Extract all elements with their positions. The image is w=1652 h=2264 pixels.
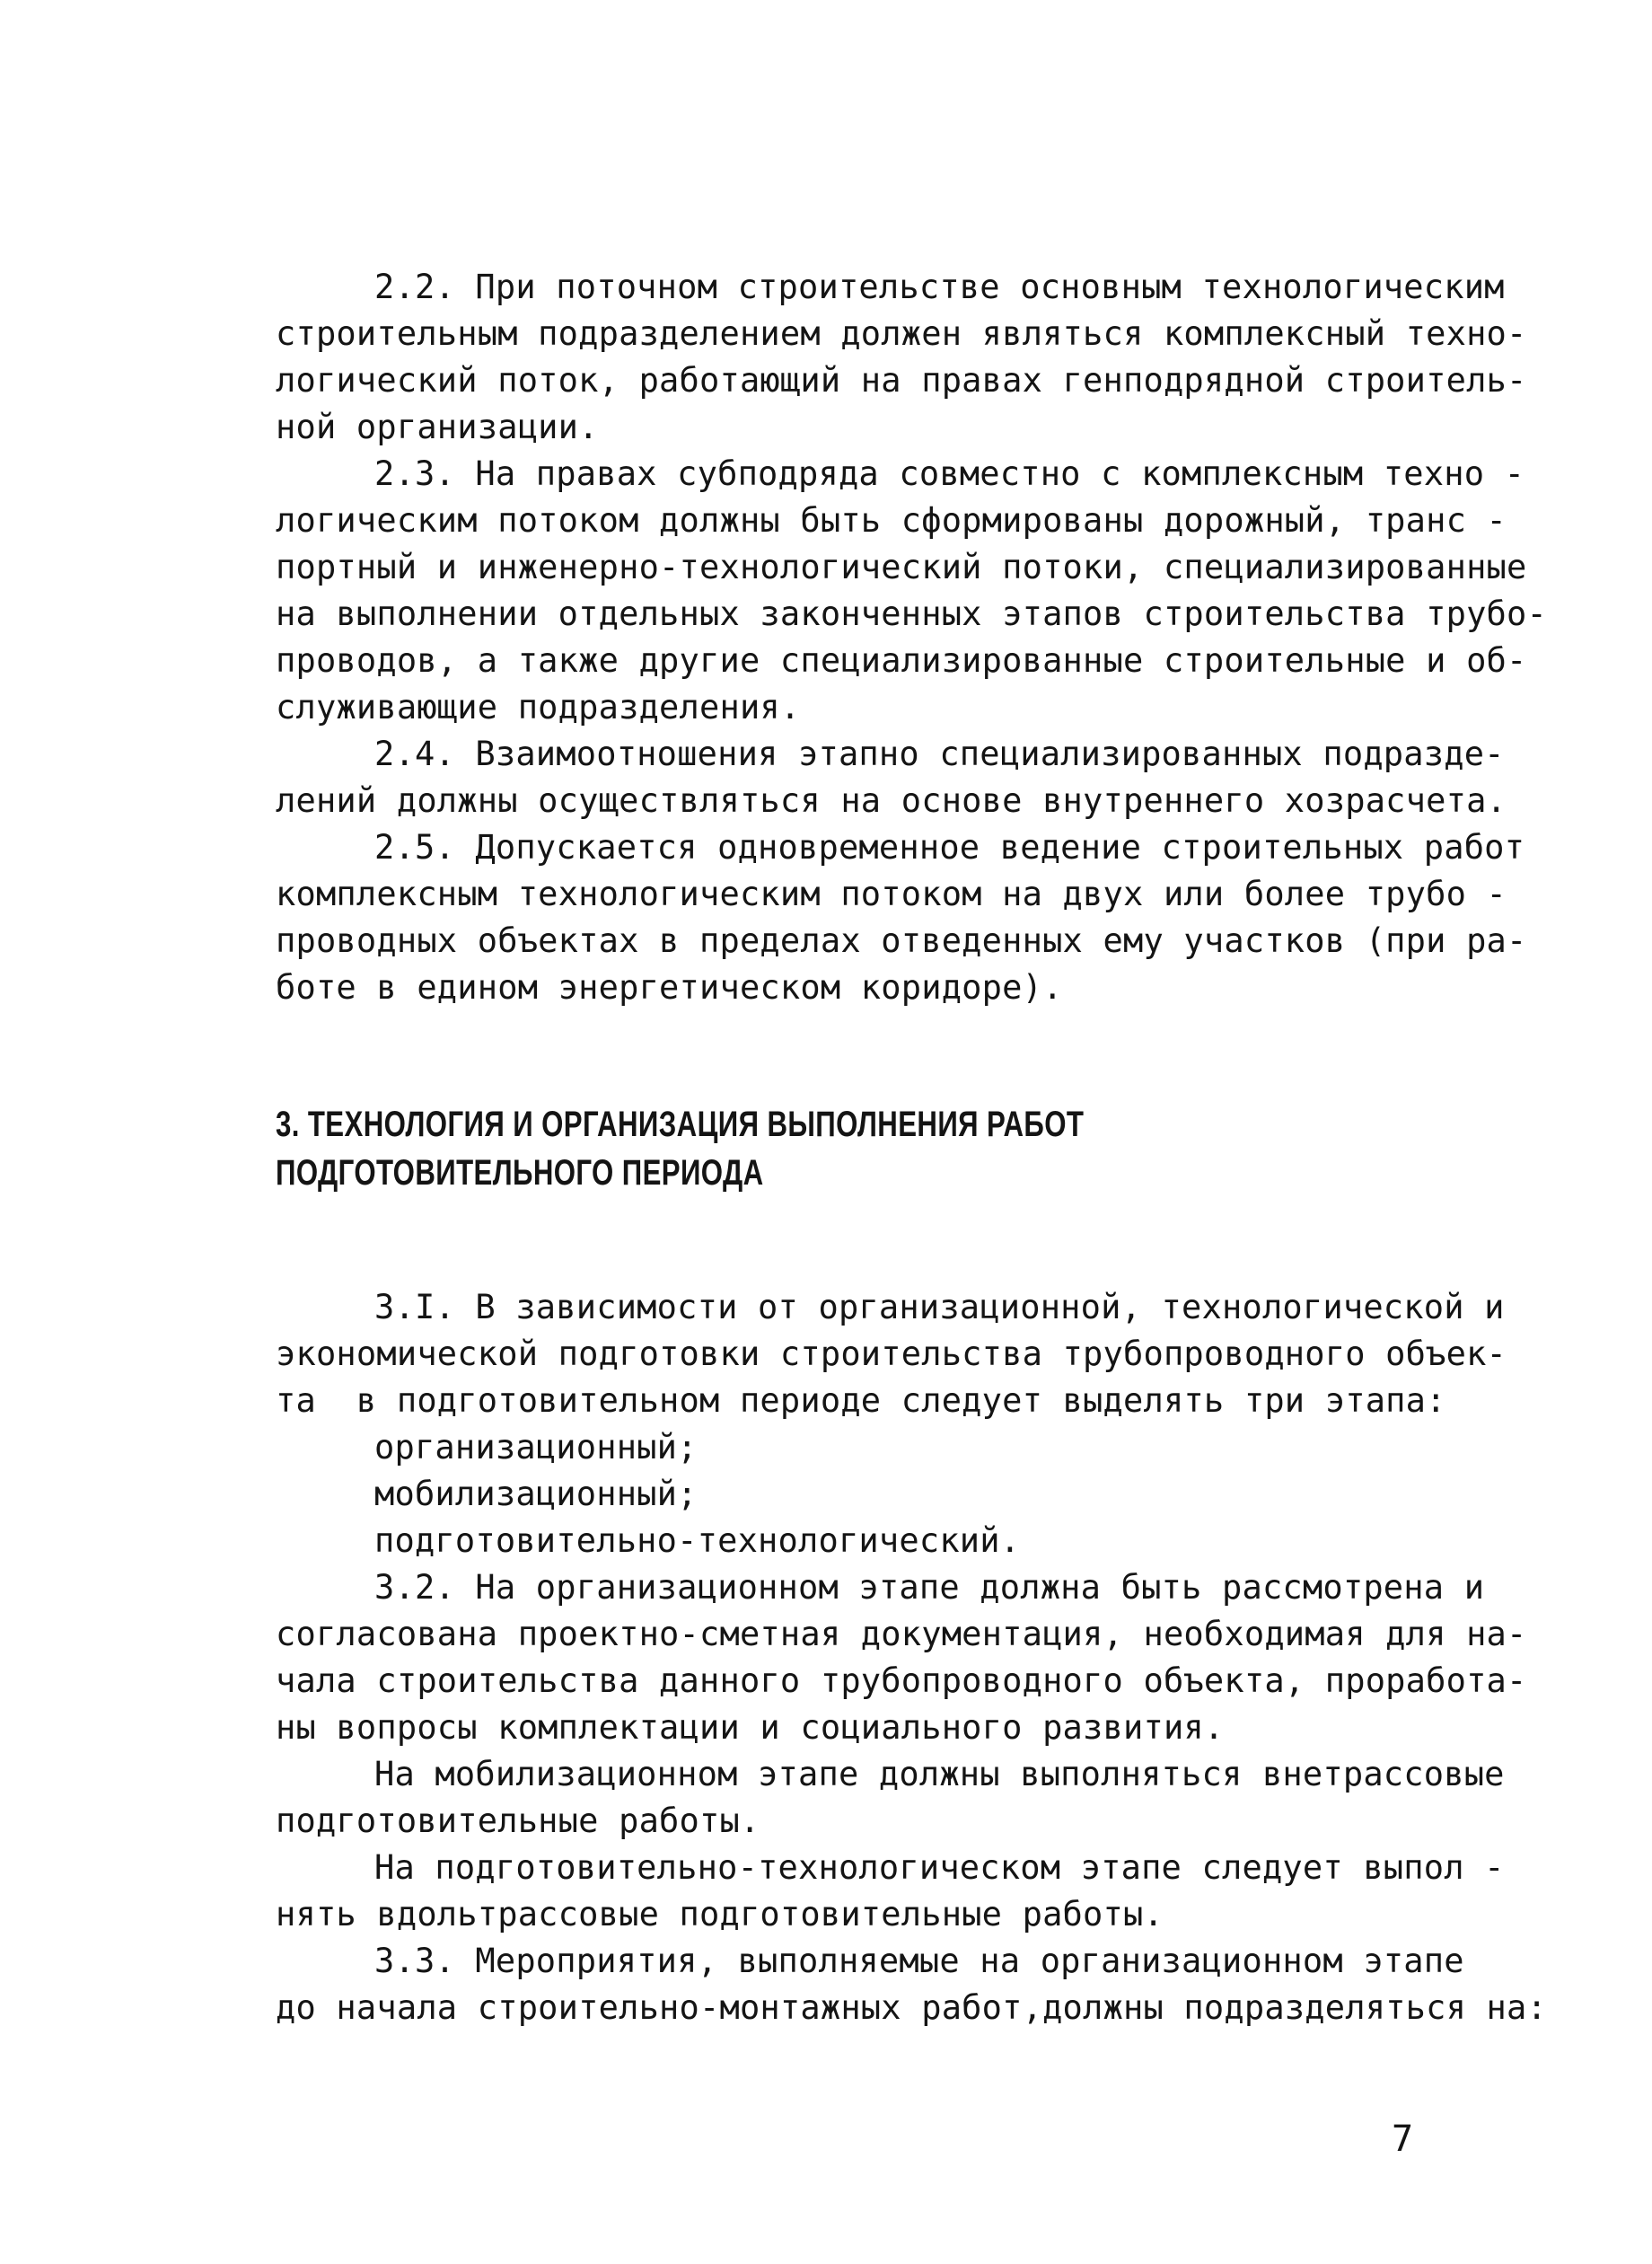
paragraph-2-2-line-2: строительным подразделением должен являться комплексный техно- <box>276 314 1527 353</box>
paragraph-2-3-line-6: служивающие подразделения. <box>276 688 801 727</box>
paragraph-2-2-line-1: 2.2. При поточном строительстве основным технологическим <box>374 268 1505 306</box>
list-item-stage-1: организационный; <box>374 1428 698 1467</box>
section-3-heading-line-2: ПОДГОТОВИТЕЛЬНОГО ПЕРИОДА <box>276 1153 764 1193</box>
paragraph-3-1-line-2: экономической подготовки строительства трубопроводного объек- <box>276 1335 1507 1373</box>
paragraph-2-3-line-3: портный и инженерно-технологический потоки, специализированные <box>276 548 1527 586</box>
paragraph-2-5-line-4: боте в едином энергетическом коридоре). <box>276 968 1063 1007</box>
paragraph-2-5-line-1: 2.5. Допускается одновременное ведение строительных работ <box>374 828 1525 867</box>
paragraph-2-2-line-3: логический поток, работающий на правах генподрядной строитель- <box>276 361 1527 400</box>
paragraph-mobilization-line-2: подготовительные работы. <box>276 1802 760 1840</box>
paragraph-2-4-line-2: лений должны осуществляться на основе внутреннего хозрасчета. <box>276 781 1507 820</box>
paragraph-3-1-line-1: 3.I. В зависимости от организационной, технологической и <box>374 1288 1505 1326</box>
paragraph-preparatory-line-1: На подготовительно-технологическом этапе следует выпол - <box>374 1848 1505 1887</box>
list-item-stage-2: мобилизационный; <box>374 1475 698 1513</box>
paragraph-2-3-line-2: логическим потоком должны быть сформированы дорожный, транс - <box>276 501 1507 540</box>
paragraph-2-3-line-5: проводов, а также другие специализированные строительные и об- <box>276 641 1527 680</box>
paragraph-2-3-line-4: на выполнении отдельных законченных этапов строительства трубо- <box>276 595 1547 633</box>
paragraph-3-2-line-3: чала строительства данного трубопроводного объекта, проработа- <box>276 1661 1527 1700</box>
paragraph-3-3-line-2: до начала строительно-монтажных работ,должны подразделяться на: <box>276 1988 1547 2027</box>
paragraph-2-5-line-2: комплексным технологическим потоком на двух или более трубо - <box>276 875 1507 913</box>
paragraph-3-3-line-1: 3.3. Мероприятия, выполняемые на организационном этапе <box>374 1942 1464 1980</box>
list-item-stage-3: подготовительно-технологический. <box>374 1521 1021 1560</box>
section-3-heading-line-1: 3. ТЕХНОЛОГИЯ И ОРГАНИЗАЦИЯ ВЫПОЛНЕНИЯ РАБОТ <box>276 1105 1085 1144</box>
paragraph-2-4-line-1: 2.4. Взаимоотношения этапно специализированных подразде- <box>374 735 1505 773</box>
paragraph-3-2-line-1: 3.2. На организационном этапе должна быть рассмотрена и <box>374 1568 1485 1607</box>
paragraph-3-1-line-3: та в подготовительном периоде следует выделять три этапа: <box>276 1381 1446 1420</box>
paragraph-2-5-line-3: проводных объектах в пределах отведенных ему участков (при ра- <box>276 921 1527 960</box>
page-number: 7 <box>1392 2119 1414 2160</box>
paragraph-2-2-line-4: ной организации. <box>276 408 599 446</box>
paragraph-preparatory-line-2: нять вдольтрассовые подготовительные работы. <box>276 1895 1164 1934</box>
paragraph-3-2-line-4: ны вопросы комплектации и социального развития. <box>276 1708 1225 1747</box>
paragraph-mobilization-line-1: На мобилизационном этапе должны выполняться внетрассовые <box>374 1755 1505 1793</box>
paragraph-2-3-line-1: 2.3. На правах субподряда совместно с комплексным техно - <box>374 454 1525 493</box>
paragraph-3-2-line-2: согласована проектно-сметная документация, необходимая для на- <box>276 1615 1527 1653</box>
